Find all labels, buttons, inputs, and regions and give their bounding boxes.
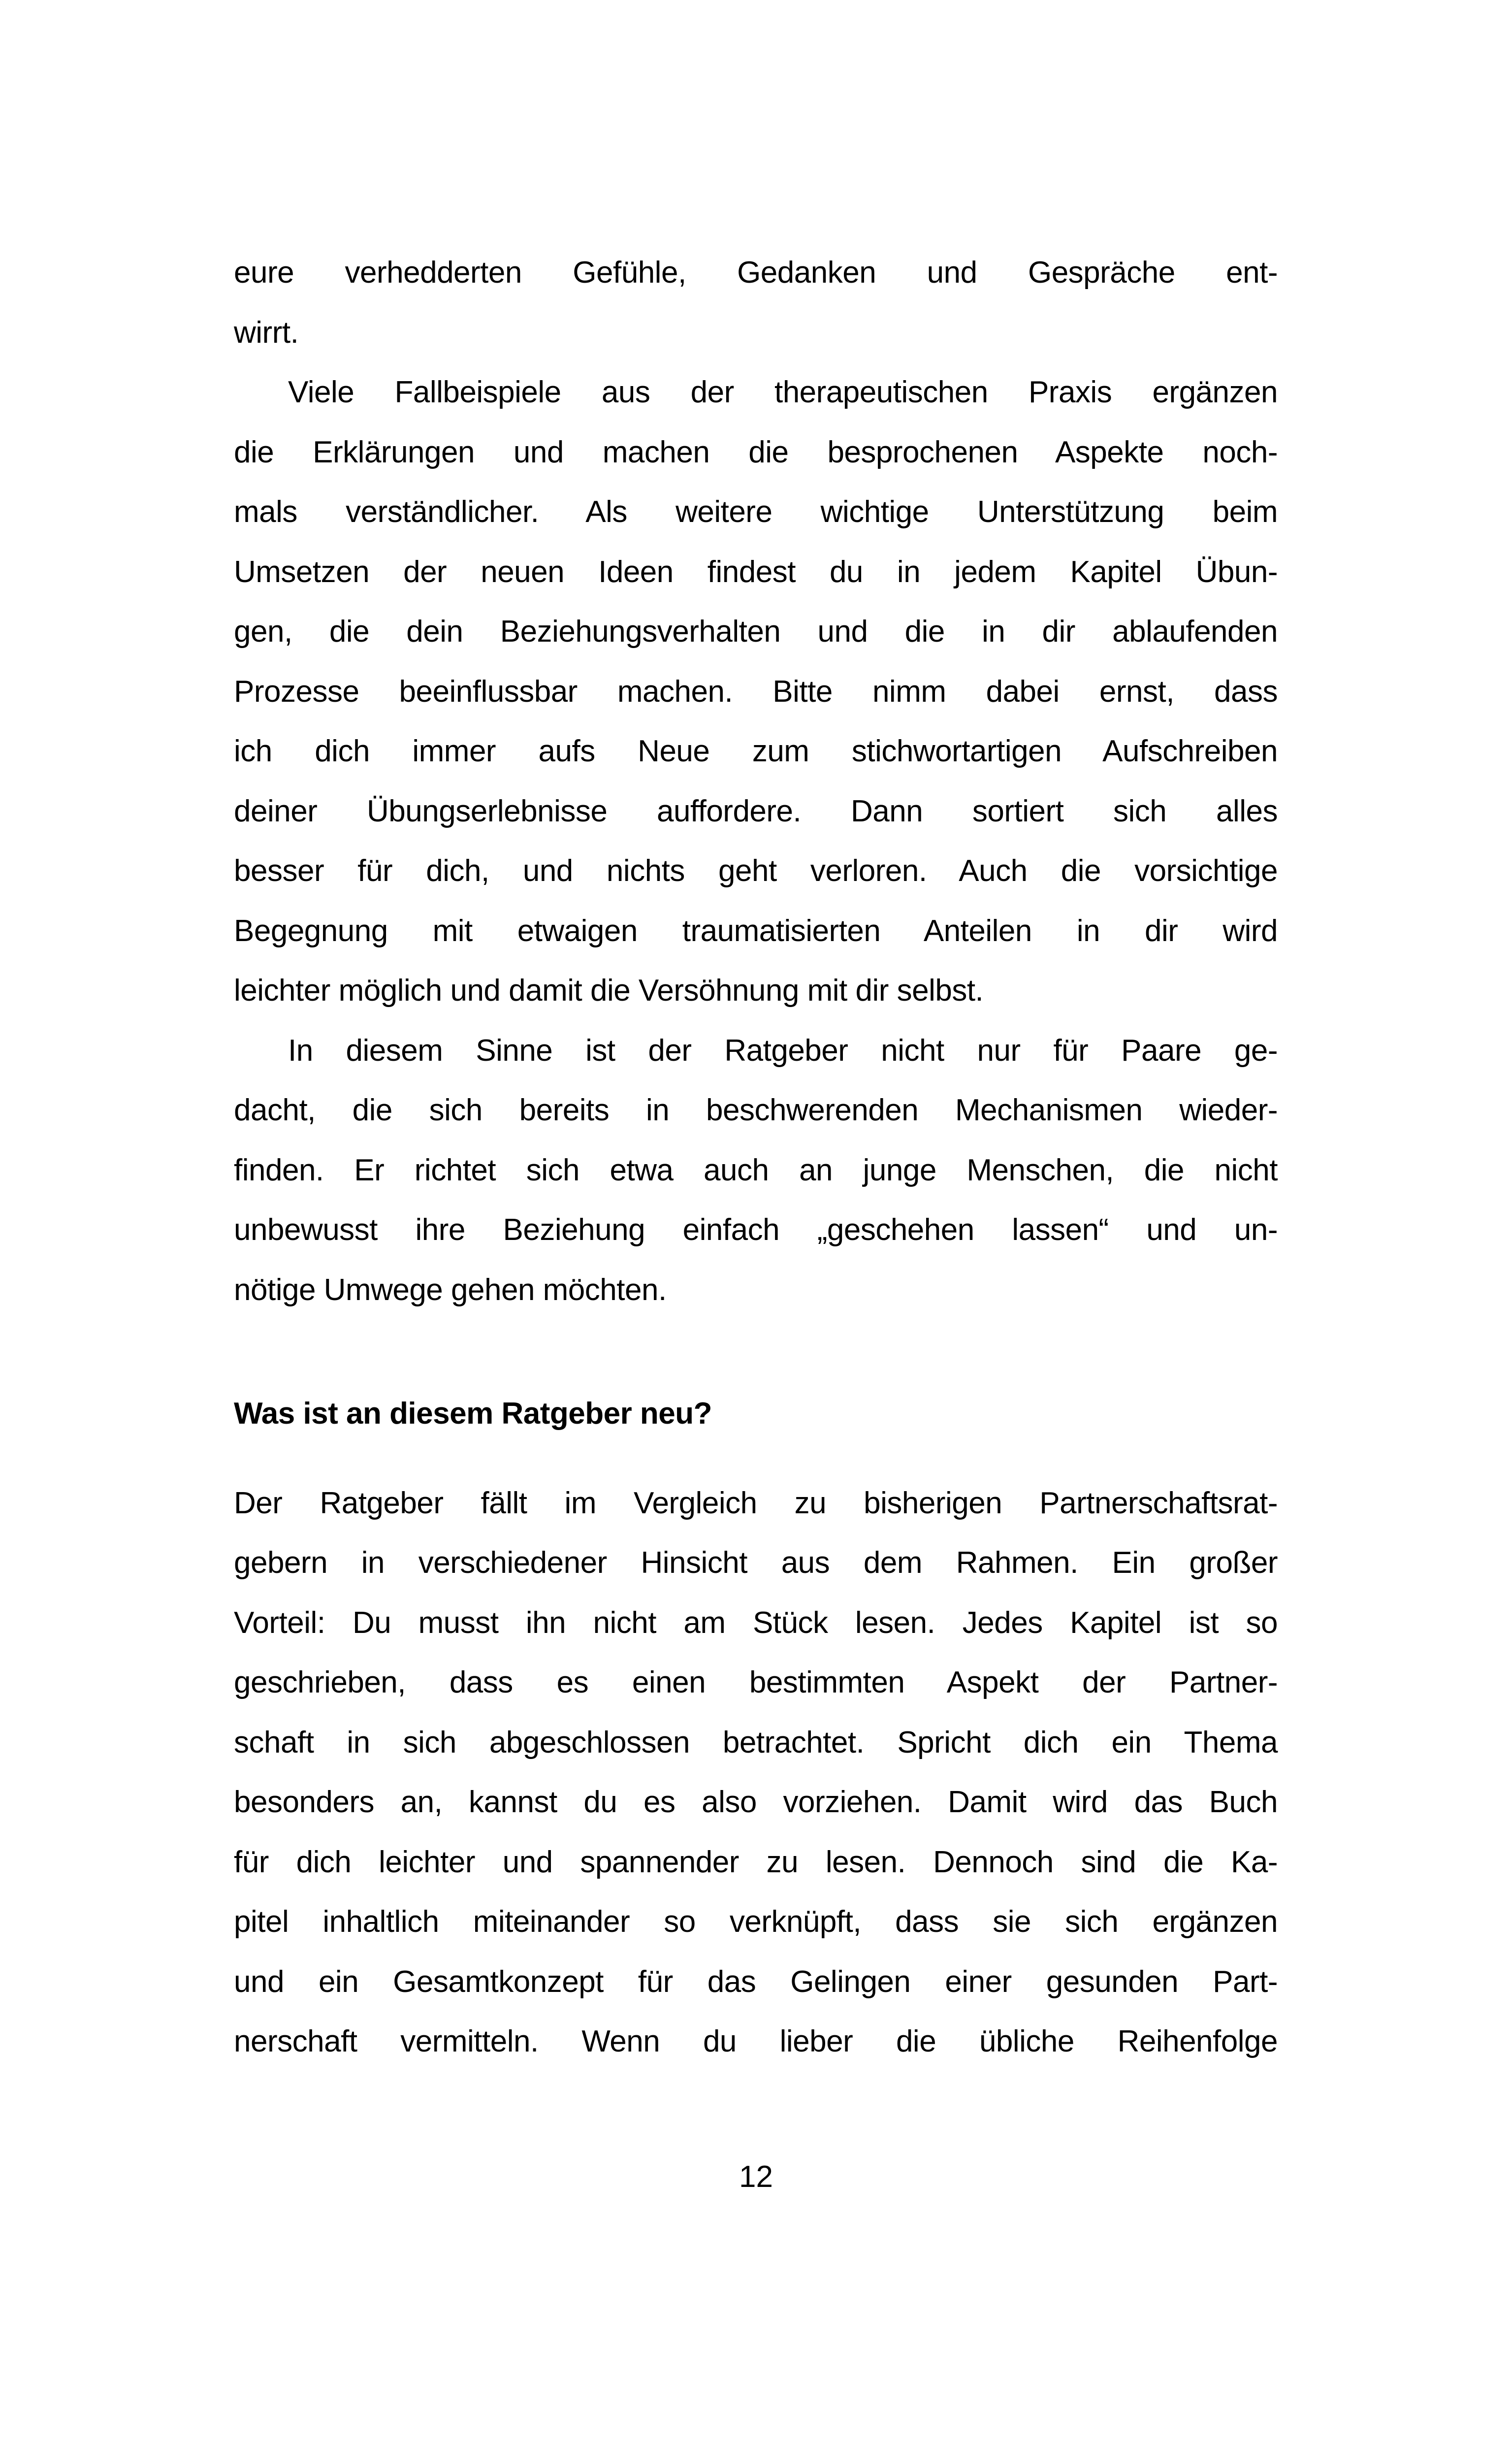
text-line: besser für dich, und nichts geht verloren. Auch die vorsichtige — [234, 854, 1278, 888]
text-line: unbewusst ihre Beziehung einfach „geschehen lassen“ und un- — [234, 1213, 1278, 1247]
page-number: 12 — [739, 2160, 773, 2194]
text-line: Umsetzen der neuen Ideen findest du in jedem Kapitel Übun- — [234, 554, 1278, 589]
section-heading: Was ist an diesem Ratgeber neu? — [234, 1397, 712, 1431]
text-line: In diesem Sinne ist der Ratgeber nicht nur für Paare ge- — [288, 1033, 1278, 1068]
text-line: dacht, die sich bereits in beschwerenden Mechanismen wieder- — [234, 1093, 1278, 1127]
text-line: ich dich immer aufs Neue zum stichwortartigen Aufschreiben — [234, 734, 1278, 768]
text-line: Prozesse beeinflussbar machen. Bitte nimm dabei ernst, dass — [234, 674, 1278, 709]
text-line: deiner Übungserlebnisse auffordere. Dann sortiert sich alles — [234, 794, 1278, 828]
text-line: mals verständlicher. Als weitere wichtige Unterstützung beim — [234, 495, 1278, 529]
text-line: Vorteil: Du musst ihn nicht am Stück lesen. Jedes Kapitel ist so — [234, 1605, 1278, 1640]
text-line: gebern in verschiedener Hinsicht aus dem Rahmen. Ein großer — [234, 1546, 1278, 1580]
text-line: nerschaft vermitteln. Wenn du lieber die übliche Reihenfolge — [234, 2024, 1278, 2058]
text-line: die Erklärungen und machen die besprochenen Aspekte noch- — [234, 435, 1278, 469]
text-line: nötige Umwege gehen möchten. — [234, 1272, 667, 1307]
text-line: Begegnung mit etwaigen traumatisierten Anteilen in dir wird — [234, 913, 1278, 948]
text-line: pitel inhaltlich miteinander so verknüpft, dass sie sich ergänzen — [234, 1905, 1278, 1939]
text-line: und ein Gesamtkonzept für das Gelingen einer gesunden Part- — [234, 1964, 1278, 1999]
text-line: leichter möglich und damit die Versöhnung mit dir selbst. — [234, 974, 984, 1008]
text-line: besonders an, kannst du es also vorziehen. Damit wird das Buch — [234, 1785, 1278, 1819]
text-line: Viele Fallbeispiele aus der therapeutischen Praxis ergänzen — [288, 375, 1278, 409]
text-line: eure verhedderten Gefühle, Gedanken und Gespräche ent- — [234, 256, 1278, 290]
text-line: für dich leichter und spannender zu lesen. Dennoch sind die Ka- — [234, 1845, 1278, 1879]
text-line: Der Ratgeber fällt im Vergleich zu bisherigen Partnerschaftsrat- — [234, 1486, 1278, 1520]
text-line: gen, die dein Beziehungsverhalten und die in dir ablaufenden — [234, 615, 1278, 649]
text-line: geschrieben, dass es einen bestimmten Aspekt der Partner- — [234, 1665, 1278, 1699]
text-line: wirrt. — [234, 315, 299, 350]
text-block — [234, 243, 1278, 2072]
text-line: finden. Er richtet sich etwa auch an junge Menschen, die nicht — [234, 1153, 1278, 1187]
text-line: schaft in sich abgeschlossen betrachtet. Spricht dich ein Thema — [234, 1725, 1278, 1759]
